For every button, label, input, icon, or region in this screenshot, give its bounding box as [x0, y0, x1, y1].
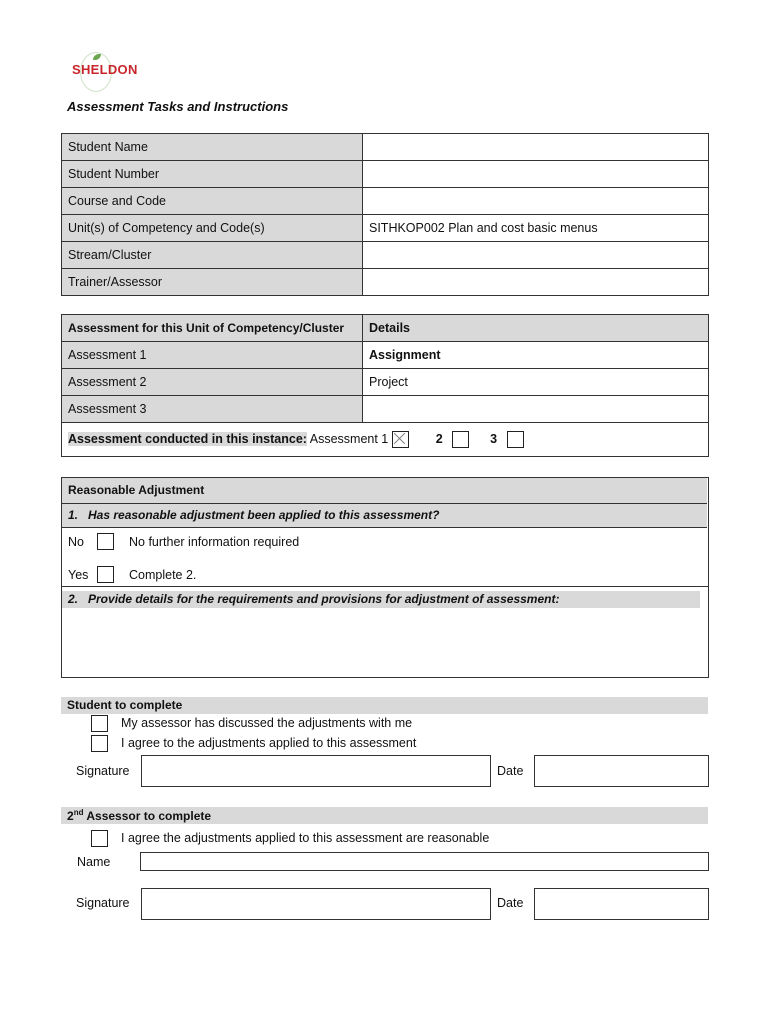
- assessment-2-value: Project: [363, 369, 709, 396]
- yes-checkbox[interactable]: [97, 566, 114, 583]
- assessment-header-details: Details: [363, 315, 709, 342]
- assessor-date-field[interactable]: [534, 888, 709, 920]
- assessment-conducted-cell: [62, 423, 709, 457]
- yes-label: Yes: [68, 568, 89, 582]
- student-details-table: [61, 133, 709, 296]
- table-row: [62, 161, 709, 188]
- student-signature-field[interactable]: [141, 755, 491, 787]
- assessment-3-checkbox[interactable]: [507, 431, 524, 448]
- student-number-label: Student Number: [62, 161, 363, 188]
- student-name-label: Student Name: [62, 134, 363, 161]
- assessment-3-label: Assessment 3: [62, 396, 363, 423]
- unit-competency-label: Unit(s) of Competency and Code(s): [62, 215, 363, 242]
- logo-text: SHELDON: [72, 62, 138, 77]
- course-code-label: Course and Code: [62, 188, 363, 215]
- student-section-header: [61, 697, 708, 714]
- student-name-field[interactable]: [363, 134, 709, 161]
- table-row: [62, 342, 709, 369]
- student-number-field[interactable]: [363, 161, 709, 188]
- sheldon-logo: [66, 50, 138, 94]
- assessment-1-label: Assessment 1: [62, 342, 363, 369]
- table-row: [62, 242, 709, 269]
- agree-reasonable-text: I agree the adjustments applied to this assessment are reasonable: [121, 831, 490, 845]
- assessment-1-checkbox[interactable]: [392, 431, 409, 448]
- table-row: [62, 369, 709, 396]
- student-section-title: Student to complete: [67, 698, 183, 712]
- assessor-title-sup: nd: [73, 808, 84, 817]
- agree-adjustments-checkbox[interactable]: [91, 735, 108, 752]
- adjustment-details-field[interactable]: [64, 612, 704, 672]
- assessments-table: [61, 314, 709, 457]
- assessor-discussed-checkbox[interactable]: [91, 715, 108, 732]
- table-row: [62, 215, 709, 242]
- table-row: [62, 269, 709, 296]
- student-signature-label: Signature: [76, 764, 130, 778]
- no-label: No: [68, 535, 84, 549]
- reasonable-adjustment-header: [62, 478, 707, 504]
- assessment-2-checkbox[interactable]: [452, 431, 469, 448]
- table-row: [62, 134, 709, 161]
- assessor-section-title: [67, 808, 211, 823]
- agree-reasonable-checkbox[interactable]: [91, 830, 108, 847]
- assessor-section-header: [61, 807, 708, 824]
- document-title: Assessment Tasks and Instructions: [67, 99, 289, 114]
- assessment-option-2-label: 2: [435, 431, 443, 446]
- question-2-text: 2. Provide details for the requirements and provisions for adjustment of assessment:: [68, 592, 560, 606]
- assessor-signature-label: Signature: [76, 896, 130, 910]
- assessor-signature-field[interactable]: [141, 888, 491, 920]
- assessment-2-label: Assessment 2: [62, 369, 363, 396]
- reasonable-adjustment-title: Reasonable Adjustment: [68, 483, 205, 497]
- assessment-header-label: Assessment for this Unit of Competency/Cluster: [62, 315, 363, 342]
- table-header-row: [62, 315, 709, 342]
- assessor-title-rest: Assessor to complete: [83, 809, 212, 823]
- student-date-label: Date: [497, 764, 524, 778]
- divider: [61, 586, 708, 587]
- stream-cluster-field[interactable]: [363, 242, 709, 269]
- agree-adjustments-text: I agree to the adjustments applied to this assessment: [121, 736, 417, 750]
- assessment-conducted-label: Assessment conducted in this instance:: [68, 431, 307, 446]
- assessor-title-prefix: 2: [67, 809, 74, 823]
- stream-cluster-label: Stream/Cluster: [62, 242, 363, 269]
- no-text: No further information required: [129, 535, 300, 549]
- assessor-date-label: Date: [497, 896, 524, 910]
- trainer-assessor-label: Trainer/Assessor: [62, 269, 363, 296]
- table-row: [62, 396, 709, 423]
- assessment-3-value: [363, 396, 709, 423]
- course-code-field[interactable]: [363, 188, 709, 215]
- assessor-discussed-text: My assessor has discussed the adjustments with me: [121, 716, 413, 730]
- assessment-1-value: Assignment: [363, 342, 709, 369]
- table-row: [62, 188, 709, 215]
- student-date-field[interactable]: [534, 755, 709, 787]
- yes-text: Complete 2.: [129, 568, 197, 582]
- no-checkbox[interactable]: [97, 533, 114, 550]
- assessment-option-3-label: 3: [490, 431, 498, 446]
- unit-competency-field[interactable]: SITHKOP002 Plan and cost basic menus: [363, 215, 709, 242]
- question-1-bar: [62, 504, 707, 528]
- assessor-name-label: Name: [77, 855, 111, 869]
- assessor-name-field[interactable]: [140, 852, 709, 871]
- question-2-bar: [62, 591, 700, 608]
- assessment-option-1-label: Assessment 1: [309, 431, 389, 446]
- trainer-assessor-field[interactable]: [363, 269, 709, 296]
- question-1-text: 1. Has reasonable adjustment been applied to this assessment?: [68, 508, 440, 522]
- table-row: [62, 423, 709, 457]
